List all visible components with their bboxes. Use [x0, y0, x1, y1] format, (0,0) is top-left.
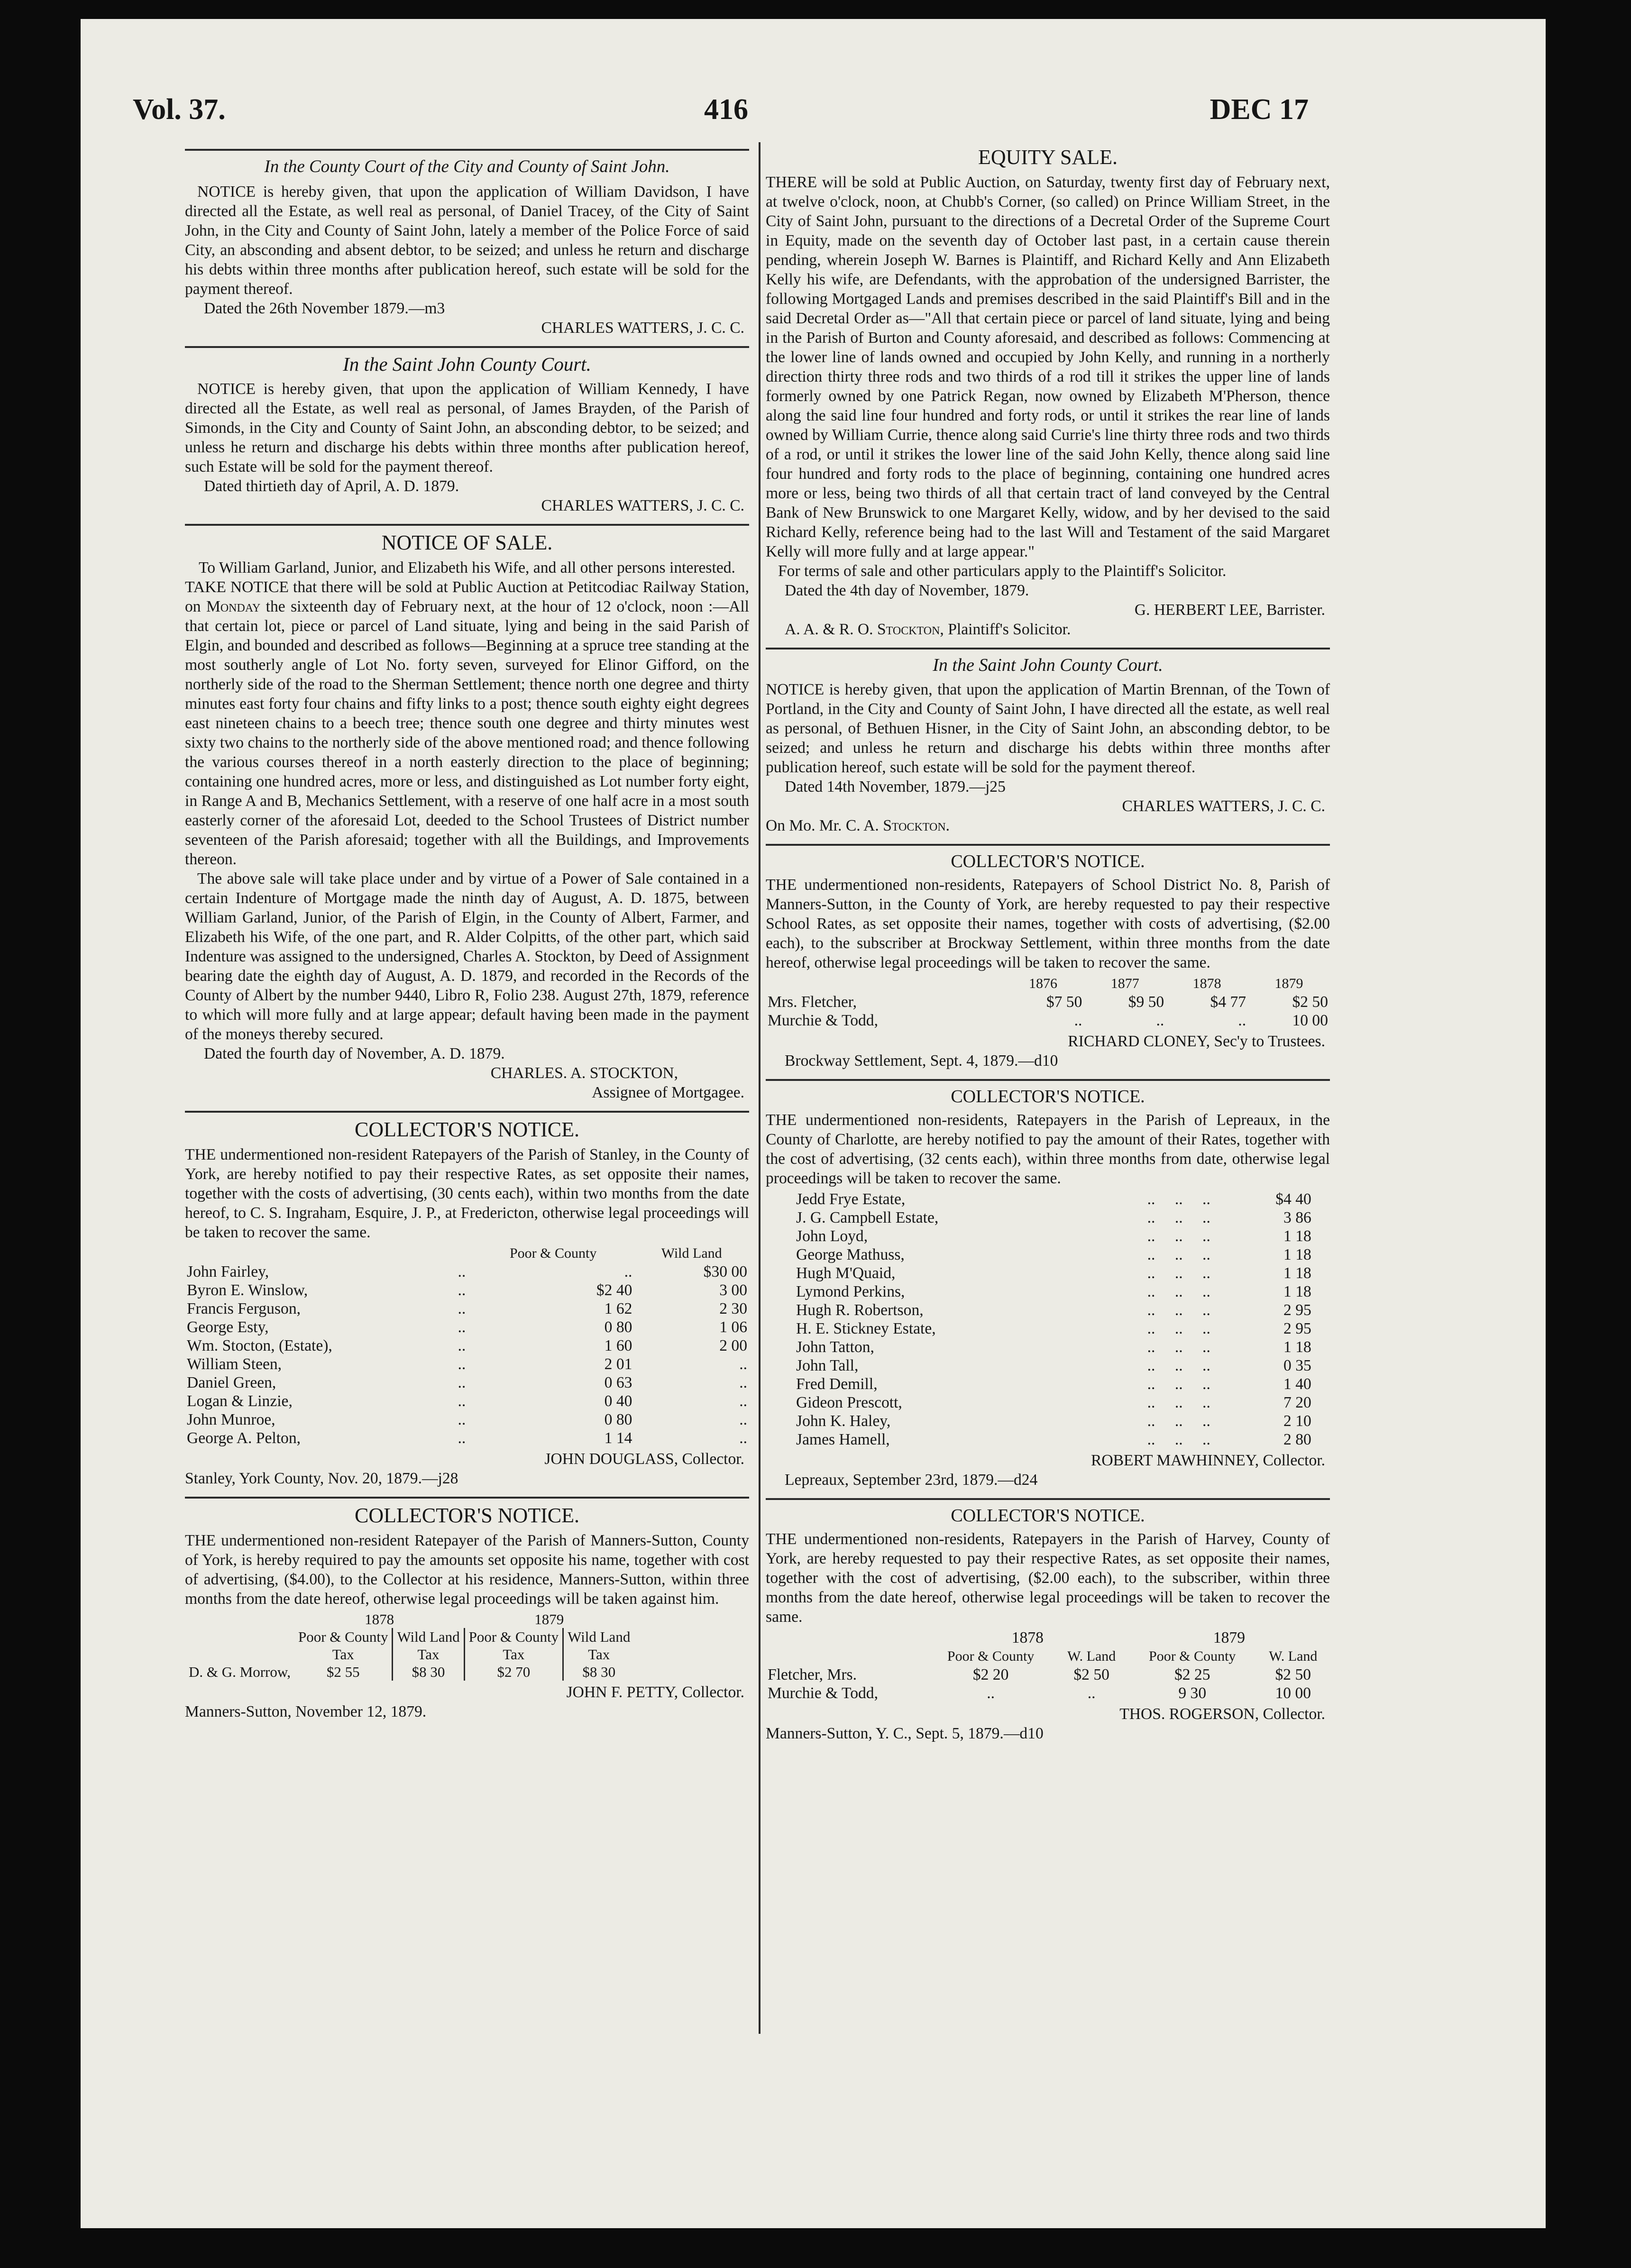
column-header: Poor & County: [1149, 1648, 1236, 1664]
poor-county-amount: $2 20: [972, 1666, 1009, 1683]
rates-table: [185, 1244, 749, 1447]
notice-terms: For terms of sale and other particulars apply to the Plaintiff's Solicitor.: [778, 562, 1227, 580]
rule: [766, 648, 1330, 649]
notice-body-2: The above sale will take place under and by virtue of a Power of Sale contained in a certain Indenture of Mortgage made the ninth day of August, A. D. 1875, between William Garland, Junior, of the Parish of Elgin, in the County of Albert, Farmer, and Elizabeth his Wife, of the one part, and R. Alder Colpitts, of the other part, which said Indenture was assigned to the undersigned, Charles A. Stockton, by Deed of Assignment bearing date the eighth day of August, A. D. 1879, and recorded in the Records of the County of Albert by the number 9440, Libro R, Folio 238. August 27th, 1879, reference to which will more fully and at large appear; default having been made in the payment of the moneys thereby secured.: [185, 870, 749, 1043]
wild-land-amount: 2 00: [719, 1337, 747, 1354]
rates-table-body: [794, 1190, 1313, 1449]
table-row: [185, 1281, 749, 1299]
leader-dots: ..: [1174, 1375, 1183, 1393]
notice-dated: Dated the 4th day of November, 1879.: [785, 582, 1029, 599]
ratepayer-name: John Fairley,: [187, 1263, 269, 1280]
ratepayer-name: John Tatton,: [796, 1338, 874, 1356]
ratepayer-name: Francis Ferguson,: [187, 1300, 301, 1317]
leader-dots: ..: [1174, 1394, 1183, 1411]
rates-table-body: [185, 1262, 749, 1447]
poor-county-amount: 0 80: [604, 1318, 632, 1336]
notice-body: THE undermentioned non-resident Ratepayer of the Parish of Manners-Sutton, County of York, is hereby required to pay the amounts set opposite his name, together with cost of advertising, ($4.00), to the Collector at his residence, Manners-Sutton, within three months from the date hereof, otherwise legal proceedings will be taken against him.: [185, 1532, 749, 1608]
leader-dots: ..: [458, 1392, 466, 1410]
leader-dots: ..: [1147, 1412, 1155, 1430]
leader-dots: ..: [1202, 1264, 1210, 1282]
ratepayer-name: William Steen,: [187, 1355, 282, 1373]
amount: ..: [1074, 1012, 1082, 1029]
ratepayer-name: George Esty,: [187, 1318, 269, 1336]
ratepayer-name: George A. Pelton,: [187, 1429, 301, 1447]
table-row: [185, 1429, 749, 1447]
wild-land-amount: ..: [739, 1374, 747, 1391]
rule: [185, 346, 749, 348]
amount: $4 40: [1275, 1190, 1311, 1208]
ratepayer-name: Gideon Prescott,: [796, 1394, 902, 1411]
rates-table: [185, 1610, 634, 1681]
table-row: [794, 1375, 1313, 1393]
notice-dated: Dated the fourth day of November, A. D. 1879.: [204, 1045, 505, 1062]
table-row: [185, 1392, 749, 1410]
leader-dots: ..: [1202, 1375, 1210, 1393]
wild-land-amount: ..: [739, 1429, 747, 1447]
leader-dots: ..: [1202, 1357, 1210, 1374]
notice-motion: [766, 816, 1330, 835]
column-header: W. Land: [1067, 1648, 1116, 1664]
leader-dots: ..: [1174, 1320, 1183, 1337]
year-label: 1878: [1192, 976, 1221, 991]
poor-county-amount: 0 63: [604, 1374, 632, 1391]
notice-heading: COLLECTOR'S NOTICE.: [354, 1504, 579, 1527]
notice-signature: CHARLES WATTERS, J. C. C.: [541, 319, 744, 337]
amount: 1 18: [1283, 1227, 1311, 1245]
wild-land-amount: $2 50: [1275, 1666, 1311, 1683]
poor-county-amount: 9 30: [1178, 1684, 1207, 1702]
table-row: [766, 1665, 1330, 1684]
poor-county-amount: 0 40: [604, 1392, 632, 1410]
amount: $4 77: [1210, 993, 1246, 1011]
solicitor-names: A. A. & R. O. Stockton,: [785, 621, 944, 638]
equity-sale: [766, 145, 1330, 639]
amount: $7 50: [1046, 993, 1082, 1011]
ratepayer-name: John Munroe,: [187, 1411, 275, 1428]
ratepayer-name: Wm. Stocton, (Estate),: [187, 1337, 332, 1354]
leader-dots: ..: [1174, 1246, 1183, 1263]
leader-dots: ..: [1147, 1357, 1155, 1374]
column-header: W. Land: [1269, 1648, 1318, 1664]
leader-dots: ..: [1202, 1227, 1210, 1245]
column-header: Wild Land: [661, 1245, 722, 1261]
notice-dated: Lepreaux, September 23rd, 1879.—d24: [785, 1471, 1038, 1489]
amount: 1 40: [1283, 1375, 1311, 1393]
column-header: Poor & County: [298, 1628, 388, 1645]
notice-body: THERE will be sold at Public Auction, on Saturday, twenty first day of February next, at twelve o'clock, noon, at Chubb's Corner, (so called) on Prince William Street, in the City of Saint John, pursuant to the directions of a Decretal Order of the Supreme Court in Equity, made on the seventh day of October last past, in a certain cause therein pending, wherein Joseph W. Barnes is Plaintiff, and Richard Kelly and Ann Elizabeth Kelly his wife, are Defendants, with the approbation of the undersigned Barrister, the following Mortgaged Lands and premises described in the said Plaintiff's Bill and in the said Decretal Order as—"All that certain piece or parcel of land situate, lying and being in the Parish of Burton and County aforesaid, and described as follows: Commencing at the lower line of lands owned and occupied by John Kelly, and running in a northerly direction thirty three rods and two thirds of a rod till it strikes the upper line of lands formerly owned by one Patrick Regan, now owned by Elizabeth M'Pherson, thence along the said line four hundred and forty rods, or until it strikes the rear line of lands owned by William Currie, thence along said Currie's line thirty three rods and two thirds of a rod, or until it strikes the lower line of the said John Kelly, thence along said line four hundred and forty rods to the place of beginning, containing one hundred acres more or less, being two thirds of all that certain tract of land conveyed by the Central Bank of New Brunswick to one Margaret Kelly, widow, and by her devised to the said Richard Kelly, reference being had to the last Will and Testament of the said Margaret Kelly will more fully and at large appear.": [766, 174, 1330, 560]
amount: $2 70: [464, 1663, 563, 1681]
page-header: [133, 93, 1309, 140]
column-header: Tax: [464, 1646, 563, 1663]
amount: 2 95: [1283, 1320, 1311, 1337]
amount: 0 35: [1283, 1357, 1311, 1374]
ratepayer-name: Lymond Perkins,: [796, 1283, 905, 1300]
amount: $2 50: [1292, 993, 1328, 1011]
body-text-monday: Monday: [206, 598, 261, 615]
poor-county-amount: 1 62: [604, 1300, 632, 1317]
table-row: [766, 993, 1330, 1011]
leader-dots: ..: [1147, 1209, 1155, 1226]
column-divider: [759, 142, 761, 2034]
column-header: Poor & County: [464, 1628, 563, 1646]
amount: 2 80: [1283, 1431, 1311, 1448]
ratepayer-name: Daniel Green,: [187, 1374, 276, 1391]
wild-land-amount: 3 00: [719, 1281, 747, 1299]
table-row: [185, 1410, 749, 1429]
ratepayer-name: James Hamell,: [796, 1431, 890, 1448]
ratepayer-name: H. E. Stickney Estate,: [796, 1320, 936, 1337]
notice-dated: Brockway Settlement, Sept. 4, 1879.—d10: [785, 1052, 1058, 1070]
year-label: 1879: [1274, 976, 1303, 991]
column-header: Wild Land: [563, 1628, 634, 1646]
notice-signature: ROBERT MAWHINNEY, Collector.: [1091, 1452, 1325, 1469]
rates-table: [794, 1190, 1313, 1449]
leader-dots: ..: [458, 1337, 466, 1354]
column-header: Poor & County: [510, 1245, 597, 1261]
table-row: [794, 1208, 1313, 1227]
leader-dots: ..: [1147, 1320, 1155, 1337]
table-row: [185, 1318, 749, 1336]
leader-dots: ..: [458, 1429, 466, 1447]
notice-signature: G. HERBERT LEE, Barrister.: [1134, 601, 1325, 619]
notice-body: THE undermentioned non-residents, Ratepayers in the Parish of Lepreaux, in the County of Charlotte, are hereby notified to pay the amount of their Rates, together with the cost of advertising, (32 cents each), within three months from date, otherwise legal proceedings will be taken to recover the same.: [766, 1111, 1330, 1187]
wild-land-amount: ..: [1087, 1684, 1096, 1702]
wild-land-amount: ..: [739, 1355, 747, 1373]
ratepayer-name: Fletcher, Mrs.: [768, 1666, 857, 1683]
notice-signature: THOS. ROGERSON, Collector.: [1119, 1705, 1325, 1723]
wild-land-amount: $2 50: [1073, 1666, 1109, 1683]
amount: $8 30: [563, 1663, 634, 1681]
table-row: [794, 1190, 1313, 1208]
year-label: 1878: [365, 1611, 394, 1628]
poor-county-amount: 0 80: [604, 1411, 632, 1428]
rates-table-body: [766, 993, 1330, 1030]
table-row: [794, 1412, 1313, 1430]
table-row: [794, 1319, 1313, 1338]
leader-dots: ..: [1174, 1301, 1183, 1319]
notice-body: NOTICE is hereby given, that upon the application of Martin Brennan, of the Town of Portland, in the City and County of Saint John, I have directed all the estate, as well real as personal, of Bethuen Hisner, in the City of Saint John, an absconding debtor, to be seized; and unless he return and discharge his debts within three months after publication hereof, such estate will be sold for the payment thereof.: [766, 681, 1330, 776]
amount: 7 20: [1283, 1394, 1311, 1411]
leader-dots: ..: [1174, 1283, 1183, 1300]
leader-dots: ..: [1174, 1431, 1183, 1448]
column-header: Wild Land: [393, 1628, 464, 1646]
ratepayer-name: Logan & Linzie,: [187, 1392, 293, 1410]
motion-text: On Mo. Mr.: [766, 817, 846, 834]
notice-body: THE undermentioned non-resident Ratepayers of the Parish of Stanley, in the County of York, are hereby notified to pay their respective Rates, as set opposite their names, together with the costs of advertising, (30 cents each), within two months from the date hereof, to C. S. Ingraham, Esquire, J. P., at Fredericton, otherwise legal proceedings will be taken to recover the same.: [185, 1146, 749, 1241]
leader-dots: ..: [1174, 1190, 1183, 1208]
year-row: [766, 1628, 1330, 1647]
notice-body: THE undermentioned non-residents, Ratepayers in the Parish of Harvey, County of York, are hereby requested to pay their respective Rates, as set opposite their names, together with the cost of advertising, ($2.00 each), to the subscriber, within three months from the date hereof, otherwise legal proceedings will be taken to recover the same.: [766, 1530, 1330, 1626]
amount: ..: [1238, 1012, 1246, 1029]
column-header: Tax: [332, 1646, 354, 1663]
notice-dated: Dated the 26th November 1879.—m3: [204, 300, 445, 317]
leader-dots: ..: [1174, 1264, 1183, 1282]
table-row: [185, 1663, 634, 1681]
leader-dots: ..: [1202, 1190, 1210, 1208]
notice-signature: CHARLES. A. STOCKTON,: [490, 1064, 678, 1082]
rule: [766, 1498, 1330, 1500]
table-row: [794, 1264, 1313, 1282]
rule: [185, 524, 749, 526]
ratepayer-name: Murchie & Todd,: [768, 1012, 878, 1029]
header-row: [185, 1628, 634, 1646]
amount: 1 18: [1283, 1264, 1311, 1282]
amount: 3 86: [1283, 1209, 1311, 1226]
leader-dots: ..: [1202, 1431, 1210, 1448]
leader-dots: ..: [458, 1281, 466, 1299]
leader-dots: ..: [458, 1263, 466, 1280]
notice-heading: In the Saint John County Court.: [343, 353, 591, 375]
volume-number: Vol. 37.: [133, 93, 226, 126]
amount: ..: [1156, 1012, 1164, 1029]
table-row: [794, 1282, 1313, 1301]
notice-absconding-brayden: [185, 353, 749, 515]
leader-dots: ..: [1147, 1246, 1155, 1263]
leader-dots: ..: [1147, 1301, 1155, 1319]
leader-dots: ..: [1147, 1431, 1155, 1448]
notice-of-sale: [185, 530, 749, 1102]
table-row: [185, 1262, 749, 1281]
year-label: 1877: [1110, 976, 1139, 991]
notice-dated: Manners-Sutton, November 12, 1879.: [185, 1703, 427, 1720]
notice-heading: COLLECTOR'S NOTICE.: [354, 1118, 579, 1141]
leader-dots: ..: [1202, 1301, 1210, 1319]
table-row: [794, 1338, 1313, 1356]
table-row: [794, 1430, 1313, 1449]
wild-land-amount: ..: [739, 1392, 747, 1410]
leader-dots: ..: [1174, 1412, 1183, 1430]
poor-county-amount: ..: [987, 1684, 995, 1702]
amount: 2 95: [1283, 1301, 1311, 1319]
amount: 1 18: [1283, 1246, 1311, 1263]
notice-signature-title: Assignee of Mortgagee.: [592, 1084, 744, 1101]
table-row: [185, 1299, 749, 1318]
notice-absconding-hisner: [766, 654, 1330, 835]
ratepayer-name: Murchie & Todd,: [768, 1684, 878, 1702]
amount: 1 18: [1283, 1283, 1311, 1300]
leader-dots: ..: [1147, 1190, 1155, 1208]
issue-date: DEC 17: [1210, 93, 1309, 126]
notice-heading: COLLECTOR'S NOTICE.: [951, 1087, 1145, 1107]
rule: [185, 149, 749, 151]
collector-notice-stanley: [185, 1117, 749, 1488]
table-row: [794, 1245, 1313, 1264]
notice-signature: CHARLES WATTERS, J. C. C.: [1122, 797, 1325, 815]
year-row: [766, 974, 1330, 993]
notice-dated: Dated 14th November, 1879.—j25: [785, 778, 1006, 796]
rule: [766, 844, 1330, 846]
leader-dots: ..: [1147, 1264, 1155, 1282]
wild-land-amount: 10 00: [1275, 1684, 1311, 1702]
wild-land-amount: 1 06: [719, 1318, 747, 1336]
table-row: [766, 1684, 1330, 1702]
leader-dots: ..: [1202, 1338, 1210, 1356]
amount: $8 30: [393, 1663, 464, 1681]
leader-dots: ..: [1147, 1394, 1155, 1411]
motion-name: C. A. Stockton.: [845, 817, 950, 834]
poor-county-amount: $2 40: [596, 1281, 632, 1299]
solicitor-title: Plaintiff's Solicitor.: [944, 621, 1071, 638]
wild-land-amount: 2 30: [719, 1300, 747, 1317]
table-row: [185, 1373, 749, 1392]
leader-dots: ..: [458, 1355, 466, 1373]
year-row: [185, 1610, 634, 1628]
notice-absconding-tracey: [185, 155, 749, 338]
table-row: [794, 1301, 1313, 1319]
leader-dots: ..: [1202, 1320, 1210, 1337]
leader-dots: ..: [458, 1318, 466, 1336]
leader-dots: ..: [458, 1374, 466, 1391]
year-label: 1878: [1011, 1629, 1044, 1646]
leader-dots: ..: [1202, 1394, 1210, 1411]
collector-notice-lepreaux: [766, 1086, 1330, 1490]
notice-body: [185, 577, 749, 869]
leader-dots: ..: [1174, 1227, 1183, 1245]
leader-dots: ..: [458, 1300, 466, 1317]
rates-table: [766, 974, 1330, 1030]
amount: $9 50: [1128, 993, 1164, 1011]
poor-county-amount: 1 60: [604, 1337, 632, 1354]
notice-dated: Dated thirtieth day of April, A. D. 1879.: [204, 477, 459, 495]
leader-dots: ..: [1174, 1338, 1183, 1356]
table-row: [794, 1393, 1313, 1412]
column-header: Tax: [393, 1646, 464, 1663]
rates-table-body: [766, 1665, 1330, 1702]
body-text: TAKE NOTICE that there will be sold at Public Auction at Petitcodiac Railway Station, on: [185, 578, 749, 615]
column-header: Tax: [563, 1646, 634, 1663]
ratepayer-name: John K. Haley,: [796, 1412, 891, 1430]
leader-dots: ..: [1202, 1246, 1210, 1263]
column-header: Poor & County: [947, 1648, 1035, 1664]
leader-dots: ..: [458, 1411, 466, 1428]
notice-body: NOTICE is hereby given, that upon the application of William Kennedy, I have directed all the Estate, as well real as personal, of James Brayden, of the Parish of Simonds, in the City and County of Saint John, an absconding debtor, to be seized; and unless he return and discharge his debts within three months after publication hereof, such Estate will be sold for the payment thereof.: [185, 380, 749, 476]
notice-heading: In the County Court of the City and County of Saint John.: [264, 157, 670, 176]
ratepayer-name: D. & G. Morrow,: [189, 1664, 291, 1680]
collector-notice-manners-sutton: [185, 1503, 749, 1721]
leader-dots: ..: [1202, 1412, 1210, 1430]
table-row: [794, 1356, 1313, 1375]
ratepayer-name: John Tall,: [796, 1357, 859, 1374]
notice-signature: JOHN F. PETTY, Collector.: [566, 1683, 744, 1701]
notice-heading: EQUITY SALE.: [978, 146, 1118, 169]
leader-dots: ..: [1202, 1209, 1210, 1226]
right-column: [766, 142, 1330, 1743]
notice-heading: COLLECTOR'S NOTICE.: [951, 851, 1145, 871]
ratepayer-name: Hugh R. Robertson,: [796, 1301, 924, 1319]
table-header-row: [185, 1244, 749, 1262]
page-number: 416: [704, 93, 748, 126]
leader-dots: ..: [1202, 1283, 1210, 1300]
wild-land-amount: $30 00: [703, 1263, 747, 1280]
ratepayer-name: John Loyd,: [796, 1227, 868, 1245]
ratepayer-name: J. G. Campbell Estate,: [796, 1209, 939, 1226]
notice-signature: CHARLES WATTERS, J. C. C.: [541, 497, 744, 514]
ratepayer-name: Jedd Frye Estate,: [796, 1190, 906, 1208]
year-label: 1879: [534, 1611, 564, 1628]
notice-intro: To William Garland, Junior, and Elizabeth his Wife, and all other persons interested.: [199, 559, 735, 576]
leader-dots: ..: [1147, 1375, 1155, 1393]
poor-county-amount: 2 01: [604, 1355, 632, 1373]
header-row: [766, 1647, 1330, 1665]
table-row: [766, 1011, 1330, 1030]
leader-dots: ..: [1174, 1209, 1183, 1226]
amount: $2 55: [326, 1664, 360, 1680]
table-row: [185, 1336, 749, 1355]
wild-land-amount: ..: [739, 1411, 747, 1428]
notice-body: THE undermentioned non-residents, Ratepayers of School District No. 8, Parish of Manners-Sutton, in the County of York, are hereby requested to pay their respective School Rates, as set opposite their names, together with costs of advertising, ($2.00 each), to the subscriber at Brockway Settlement, within three months from the date hereof, otherwise legal proceedings will be taken to recover the same.: [766, 876, 1330, 971]
poor-county-amount: 1 14: [604, 1429, 632, 1447]
ratepayer-name: Mrs. Fletcher,: [768, 993, 857, 1011]
rule: [766, 1079, 1330, 1081]
amount: 1 18: [1283, 1338, 1311, 1356]
poor-county-amount: ..: [624, 1263, 632, 1280]
ratepayer-name: Fred Demill,: [796, 1375, 878, 1393]
ratepayer-name: Byron E. Winslow,: [187, 1281, 308, 1299]
table-row: [794, 1227, 1313, 1245]
left-column: [185, 142, 749, 1721]
collector-notice-harvey: [766, 1505, 1330, 1743]
notice-dated: Stanley, York County, Nov. 20, 1879.—j28: [185, 1470, 458, 1487]
notice-heading: COLLECTOR'S NOTICE.: [951, 1506, 1145, 1526]
ratepayer-name: Hugh M'Quaid,: [796, 1264, 896, 1282]
leader-dots: ..: [1147, 1338, 1155, 1356]
rates-table: [766, 1628, 1330, 1702]
amount: 10 00: [1292, 1012, 1328, 1029]
rule: [185, 1497, 749, 1499]
collector-notice-school-district: [766, 850, 1330, 1070]
body-text: the sixteenth day of February next, at the hour of 12 o'clock, noon :—All that certain lot, piece or parcel of Land situate, lying and being in the said Parish of Elgin, and bounded and described as follows—Beginning at a spruce tree standing at the most southerly angle of Lot No. forty seven, surveyed for Elinor Gifford, on the northerly side of the road to the Sherman Settlement; thence north one degree and thirty minutes east forty four chains and fifty links to a post; thence south eighty eight degrees east nineteen chains to a beech tree; thence south one degree and thirty minutes west sixty two chains to the northerly side of the above mentioned road; and thence following the various courses thereof in a north easterly direction to the place of beginning; containing one hundred acres, more or less, and distinguished as Lot number forty eight, in Range A and B, Mechanics Settlement, with a reserve of one half acre in a most south easterly corner of the aforesaid Lot, deeded to the School Trustees of District number seventeen of the Parish aforesaid; together with all the Buildings, and Improvements thereon.: [185, 598, 749, 868]
header-row-tax: [185, 1646, 634, 1663]
amount: 2 10: [1283, 1412, 1311, 1430]
year-label: 1879: [1213, 1629, 1245, 1646]
ratepayer-name: George Mathuss,: [796, 1246, 905, 1263]
poor-county-amount: $2 25: [1174, 1666, 1210, 1683]
notice-body: NOTICE is hereby given, that upon the application of William Davidson, I have directed all the Estate, as well real as personal, of Daniel Tracey, of the City of Saint John, in the City and County of Saint John, lately a member of the Police Force of said City, an absconding and absent debtor, to be seized; and unless he return and discharge his debts within three months after publication hereof, such estate will be sold for the payment thereof.: [185, 183, 749, 298]
notice-dated: Manners-Sutton, Y. C., Sept. 5, 1879.—d10: [766, 1725, 1044, 1742]
leader-dots: ..: [1147, 1227, 1155, 1245]
notice-heading: In the Saint John County Court.: [933, 655, 1163, 675]
year-label: 1876: [1028, 976, 1057, 991]
leader-dots: ..: [1174, 1357, 1183, 1374]
table-row: [185, 1355, 749, 1373]
rule: [185, 1111, 749, 1113]
notice-signature: RICHARD CLONEY, Sec'y to Trustees.: [1068, 1033, 1325, 1050]
leader-dots: ..: [1147, 1283, 1155, 1300]
notice-signature: JOHN DOUGLASS, Collector.: [544, 1450, 744, 1468]
notice-heading: NOTICE OF SALE.: [381, 531, 553, 554]
notice-solicitor: [766, 620, 1330, 639]
